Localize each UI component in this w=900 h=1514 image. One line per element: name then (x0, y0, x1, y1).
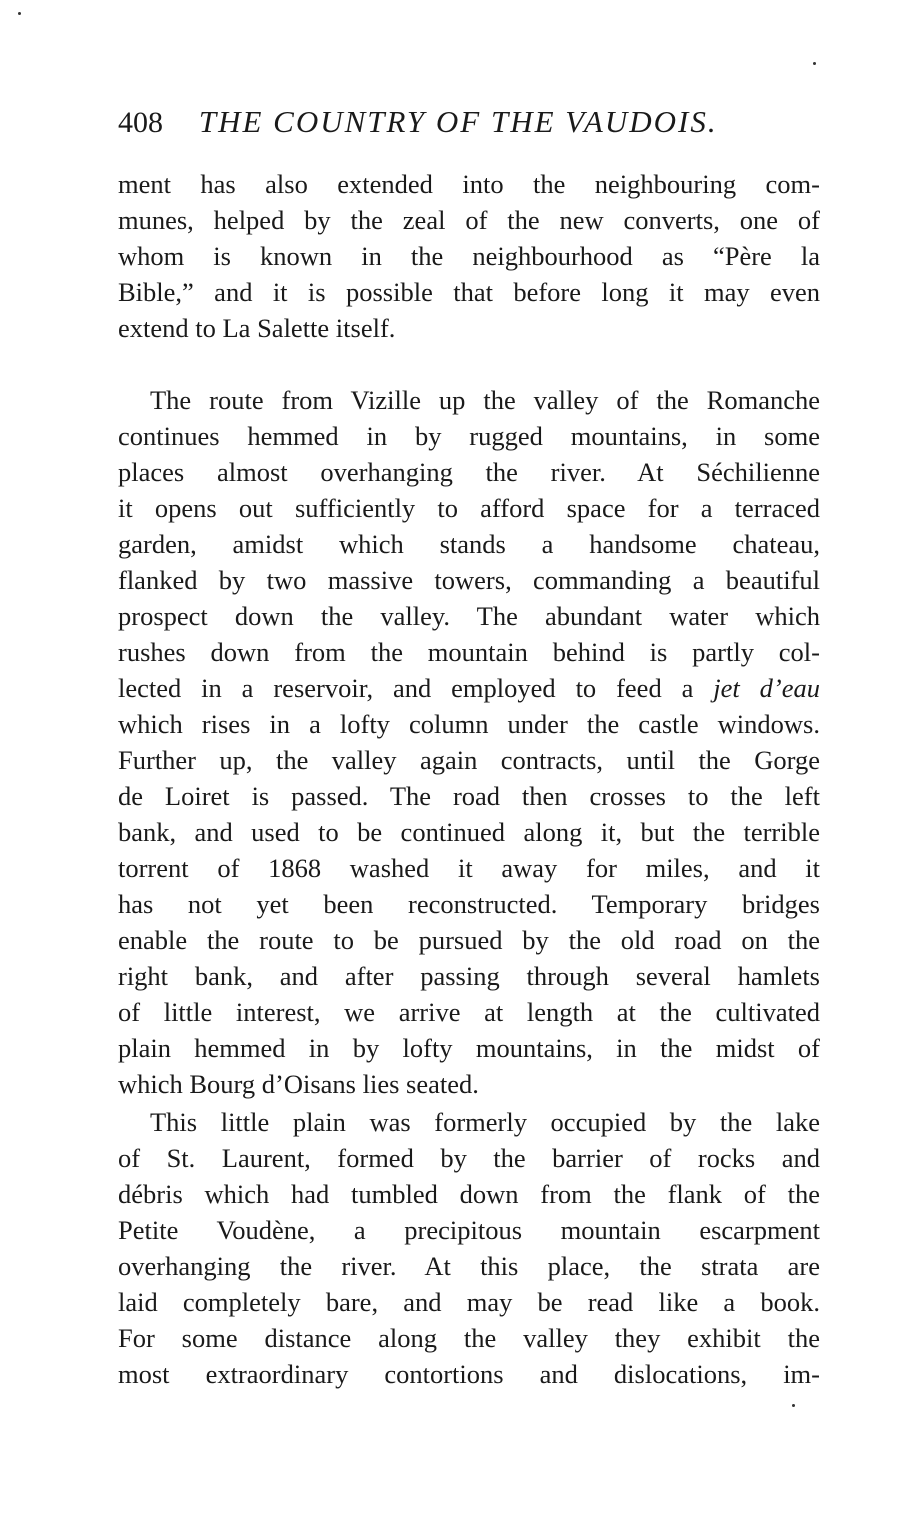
text-line: de Loiret is passed. The road then crosses to the left (118, 781, 820, 811)
text-line: has not yet been reconstructed. Temporary bridges (118, 889, 820, 919)
text-line: flanked by two massive towers, commanding a beautiful (118, 565, 820, 595)
text-line: most extraordinary contortions and dislocations, im- (118, 1359, 820, 1389)
scan-speck (18, 12, 21, 15)
italic-phrase: jet d’eau (713, 673, 820, 703)
text-line: plain hemmed in by lofty mountains, in the midst of (118, 1033, 820, 1063)
text-line: Bible,” and it is possible that before long it may even (118, 277, 820, 307)
text-line: enable the route to be pursued by the old road on the (118, 925, 820, 955)
text-line: ment has also extended into the neighbouring com- (118, 169, 820, 199)
text-line: extend to La Salette itself. (118, 313, 396, 343)
page-number: 408 (118, 106, 163, 139)
text-line: which Bourg d’Oisans lies seated. (118, 1069, 479, 1099)
text-line: of St. Laurent, formed by the barrier of rocks and (118, 1143, 820, 1173)
text-line: of little interest, we arrive at length at the cultivated (118, 997, 820, 1027)
text-segment: lected in a reservoir, and employed to feed a (118, 673, 694, 703)
text-line: This little plain was formerly occupied by the lake (150, 1107, 820, 1137)
paragraph-3 (118, 1104, 820, 1392)
scan-speck (813, 62, 816, 65)
text-line: places almost overhanging the river. At Séchilienne (118, 457, 820, 487)
running-title: THE COUNTRY OF THE VAUDOIS. (198, 104, 718, 139)
text-line: débris which had tumbled down from the flank of the (118, 1179, 820, 1209)
text-line: torrent of 1868 washed it away for miles, and it (118, 853, 820, 883)
text-line: it opens out sufficiently to afford space for a terraced (118, 493, 820, 523)
text-line: right bank, and after passing through several hamlets (118, 961, 820, 991)
paragraph-1 (118, 166, 820, 346)
page-header (118, 100, 818, 144)
text-line: Petite Voudène, a precipitous mountain escarpment (118, 1215, 820, 1245)
text-line: continues hemmed in by rugged mountains, in some (118, 421, 820, 451)
text-line: For some distance along the valley they exhibit the (118, 1323, 820, 1353)
text-line: The route from Vizille up the valley of the Romanche (150, 385, 820, 415)
text-line: overhanging the river. At this place, the strata are (118, 1251, 820, 1281)
text-line-with-italic (118, 670, 820, 706)
text-line: prospect down the valley. The abundant water which (118, 601, 820, 631)
paragraph-2 (118, 382, 820, 1102)
text-line: laid completely bare, and may be read like a book. (118, 1287, 820, 1317)
text-line: bank, and used to be continued along it, but the terrible (118, 817, 820, 847)
text-line: Further up, the valley again contracts, until the Gorge (118, 745, 820, 775)
text-line: munes, helped by the zeal of the new converts, one of (118, 205, 820, 235)
text-line: whom is known in the neighbourhood as “Père la (118, 241, 820, 271)
text-line: which rises in a lofty column under the castle windows. (118, 709, 820, 739)
scan-speck (792, 1404, 795, 1407)
text-line: garden, amidst which stands a handsome chateau, (118, 529, 820, 559)
text-line: rushes down from the mountain behind is partly col- (118, 637, 820, 667)
